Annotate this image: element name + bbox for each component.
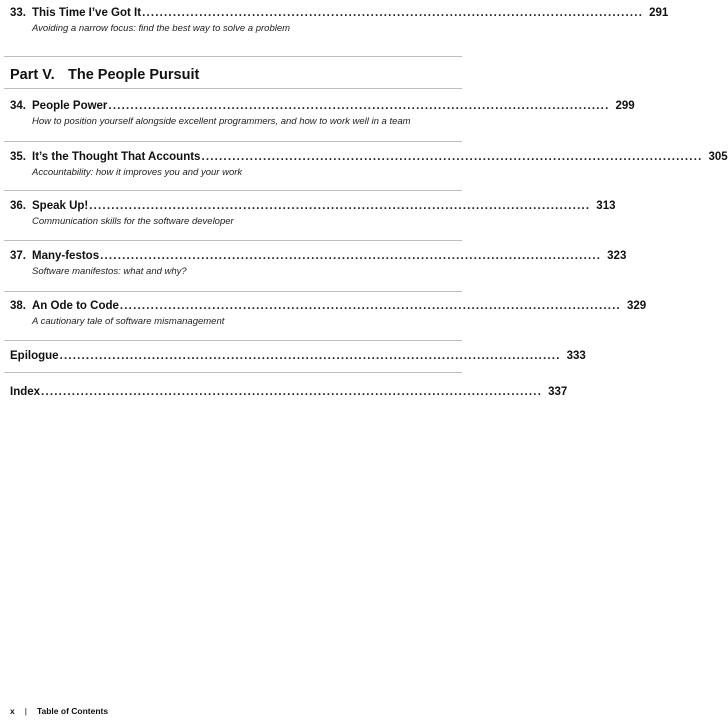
chapter-number: 37. — [10, 250, 26, 262]
page-number: 333 — [566, 350, 586, 362]
chapter-number: 38. — [10, 300, 26, 312]
page-number: 337 — [548, 386, 568, 398]
page-number: 305 — [708, 151, 728, 163]
toc-entry-line — [10, 199, 616, 213]
toc-entry-line — [10, 349, 586, 363]
chapter-number: 35. — [10, 151, 26, 163]
toc-entry-line — [10, 385, 568, 399]
footer-section-title: Table of Contents — [36, 706, 109, 716]
dot-leader: .................................................................................................................. — [142, 7, 644, 19]
toc-entry-index[interactable] — [10, 385, 568, 399]
chapter-subtitle: Software manifestos: what and why? — [32, 266, 187, 277]
divider — [4, 56, 462, 57]
chapter-subtitle: Avoiding a narrow focus: find the best way to solve a problem — [32, 23, 291, 34]
page-number: 323 — [607, 250, 627, 262]
toc-entry-line — [10, 150, 728, 164]
footer-page-number: x — [10, 706, 15, 716]
dot-leader: .................................................................................................................. — [41, 386, 543, 398]
chapter-subtitle: A cautionary tale of software mismanagement — [32, 316, 225, 327]
chapter-title: It’s the Thought That Accounts — [32, 151, 201, 163]
chapter-subtitle: Accountability: how it improves you and your work — [32, 167, 243, 178]
toc-entry-line — [10, 99, 635, 113]
toc-entry-line — [10, 299, 647, 313]
chapter-title: Speak Up! — [32, 200, 89, 212]
part-label: Part V. — [10, 67, 55, 83]
dot-leader: .................................................................................................................. — [59, 350, 561, 362]
back-matter-title: Index — [10, 386, 41, 398]
chapter-number: 36. — [10, 200, 26, 212]
toc-entry-33[interactable] — [10, 6, 669, 35]
back-matter-title: Epilogue — [10, 350, 59, 362]
toc-entry-35[interactable] — [10, 150, 728, 179]
chapter-subtitle: How to position yourself alongside excellent programmers, and how to work well in a team — [32, 116, 411, 127]
chapter-title: Many-festos — [32, 250, 100, 262]
dot-leader: .................................................................................................................. — [100, 250, 602, 262]
part-title: The People Pursuit — [68, 67, 200, 83]
page-number: 313 — [596, 200, 616, 212]
divider — [4, 240, 462, 241]
chapter-title: An Ode to Code — [32, 300, 119, 312]
toc-entry-34[interactable] — [10, 99, 635, 128]
divider — [4, 141, 462, 142]
toc-entry-37[interactable] — [10, 249, 627, 278]
toc-entry-38[interactable] — [10, 299, 647, 328]
divider — [4, 372, 462, 373]
chapter-title: People Power — [32, 100, 108, 112]
page-footer — [10, 706, 108, 716]
page-number: 299 — [615, 100, 635, 112]
dot-leader: .................................................................................................................. — [108, 100, 610, 112]
toc-entry-36[interactable] — [10, 199, 616, 228]
toc-entry-epilogue[interactable] — [10, 349, 586, 363]
divider — [4, 88, 462, 89]
dot-leader: .................................................................................................................. — [119, 300, 621, 312]
chapter-number: 33. — [10, 7, 26, 19]
divider — [4, 190, 462, 191]
chapter-title: This Time I’ve Got It — [32, 7, 142, 19]
footer-separator: | — [24, 706, 27, 716]
toc-entry-line — [10, 6, 669, 20]
toc-entry-line — [10, 249, 627, 263]
page-number: 329 — [626, 300, 647, 312]
divider — [4, 340, 462, 341]
dot-leader: .................................................................................................................. — [201, 151, 703, 163]
chapter-number: 34. — [10, 100, 26, 112]
part-heading — [10, 66, 199, 84]
dot-leader: .................................................................................................................. — [89, 200, 591, 212]
chapter-subtitle: Communication skills for the software developer — [32, 216, 234, 227]
page-number: 291 — [649, 7, 669, 19]
divider — [4, 291, 462, 292]
